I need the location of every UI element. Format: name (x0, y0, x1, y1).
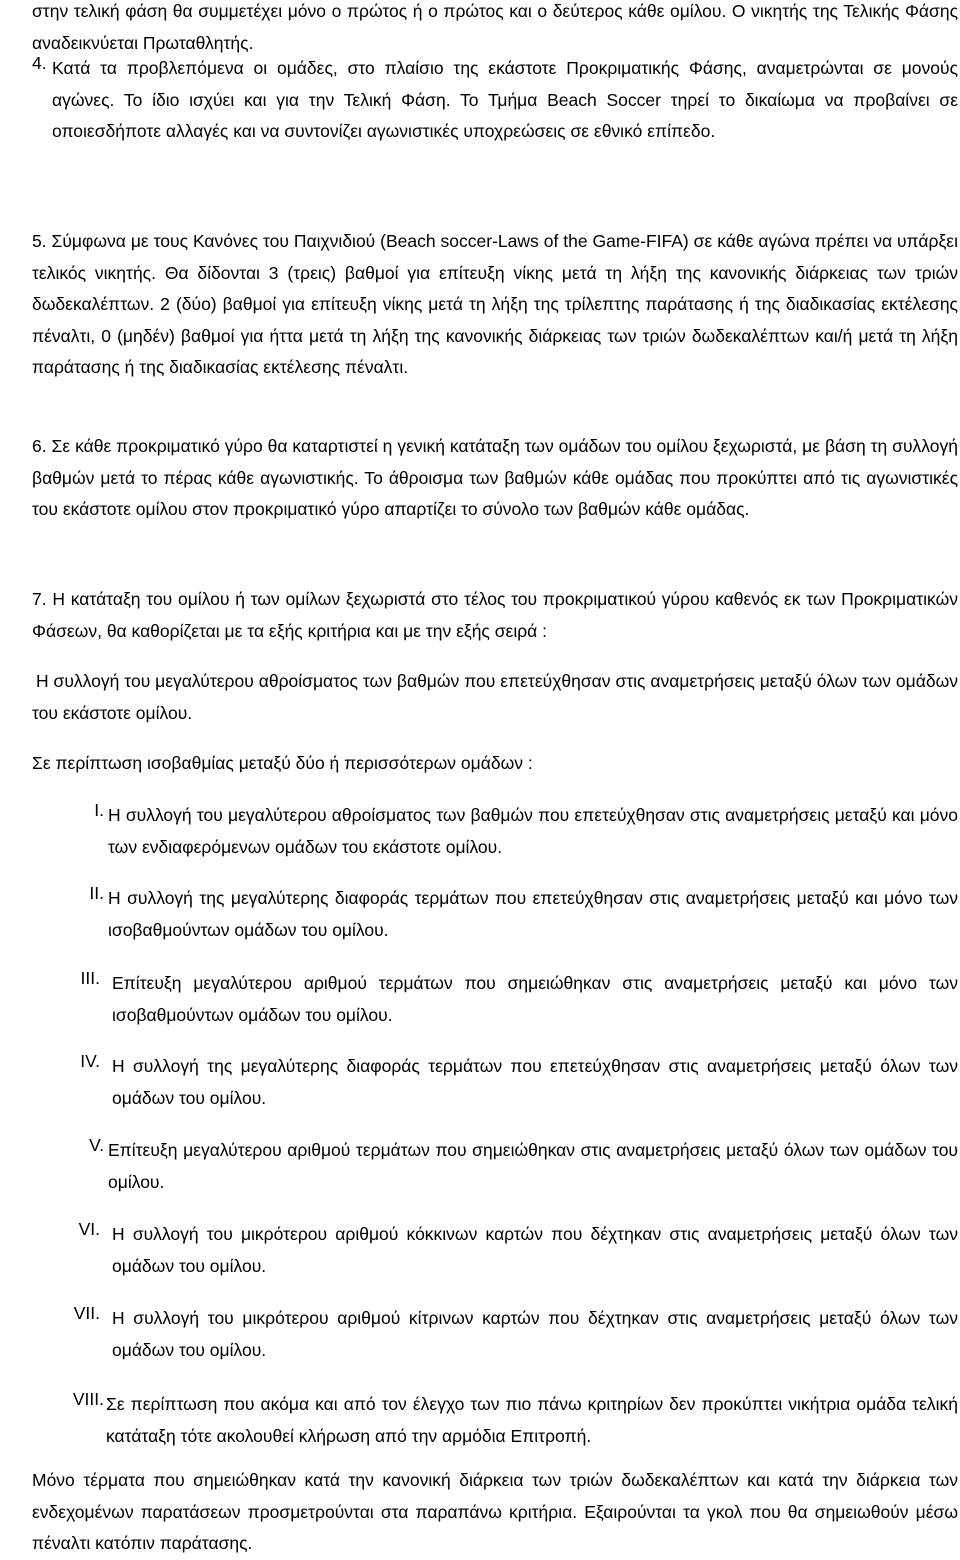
item-7-text (32, 584, 958, 647)
criteria-list (32, 800, 958, 1473)
criterion-iv (32, 1051, 958, 1135)
tie-intro: Σε περίπτωση ισοβαθμίας μεταξύ δύο ή περισσότερων ομάδων : (32, 753, 533, 773)
roman-numeral: V. (89, 1135, 104, 1155)
item-number: 7. (32, 589, 47, 609)
item-4 (32, 53, 958, 148)
item-text (52, 53, 958, 148)
roman-numeral: III. (80, 968, 100, 988)
item-6-text (32, 431, 958, 526)
criterion-vii (32, 1303, 958, 1389)
criterion-text: Η συλλογή του μικρότερου αριθμού κίτρινων καρτών που δέχτηκαν στις αναμετρήσεις μεταξύ όλων των ομάδων του ομίλου. (112, 1308, 958, 1360)
criterion-text: Επίτευξη μεγαλύτερου αριθμού τερμάτων που σημειώθηκαν στις αναμετρήσεις μεταξύ και μόνο των ισοβαθμούντων ομάδων του ομίλου. (112, 973, 958, 1025)
criterion-viii (32, 1389, 958, 1473)
criterion-vi (32, 1219, 958, 1303)
criterion-ii (32, 883, 958, 968)
first-criterion: Η συλλογή του μεγαλύτερου αθροίσματος των βαθμών που επετεύχθησαν στις αναμετρήσεις μεταξύ όλων των ομάδων του εκάστοτε ομίλου. (32, 671, 958, 723)
item-number: 5. (32, 231, 47, 251)
item-number: 6. (32, 436, 47, 456)
roman-numeral: II. (89, 883, 104, 903)
closing-paragraph: Μόνο τέρματα που σημειώθηκαν κατά την κανονική διάρκεια των τριών δωδεκαλέπτων και κατά την διάρκεια των ενδεχομένων παρατάσεων προσμετρούνται στα παραπάνω κριτήρια. Εξαιρούνται τα γκολ που θα σημειωθούν μέσω πέναλτι κατόπιν παράτασης. (32, 1470, 958, 1553)
item-6-body: Σε κάθε προκριματικό γύρο θα καταρτιστεί η γενική κατάταξη των ομάδων του ομίλου ξεχωριστά, με βάση τη συλλογή βαθμών μετά το πέρας κάθε αγωνιστικής. Το άθροισμα των βαθμών κάθε ομάδας που προκύπτει από τις αγωνιστικές του εκάστοτε ομίλου στον προκριματικό γύρο απαρτίζει το σύνολο των βαθμών κάθε ομάδας. (32, 436, 958, 519)
item-5 (32, 226, 958, 384)
item-7-body: Η κατάταξη του ομίλου ή των ομίλων ξεχωριστά στο τέλος του προκριματικού γύρου καθενός εκ των Προκριματικών Φάσεων, θα καθορίζεται με τα εξής κριτήρια και με την εξής σειρά : (32, 589, 958, 641)
criterion-iii (32, 968, 958, 1051)
roman-numeral: I. (94, 800, 104, 820)
criterion-i (32, 800, 958, 883)
criterion-text: Η συλλογή του μεγαλύτερου αθροίσματος των βαθμών που επετεύχθησαν στις αναμετρήσεις μεταξύ και μόνο των ενδιαφερόμενων ομάδων του εκάστοτε ομίλου. (108, 805, 958, 857)
criterion-text: Σε περίπτωση που ακόμα και από τον έλεγχο των πιο πάνω κριτηρίων δεν προκύπτει νικήτρια ομάδα τελική κατάταξη τότε ακολουθεί κλήρωση από την αρμόδια Επιτροπή. (106, 1394, 958, 1446)
roman-numeral: VIII. (72, 1389, 104, 1409)
criterion-text: Η συλλογή της μεγαλύτερης διαφοράς τερμάτων που επετεύχθησαν στις αναμετρήσεις μεταξύ όλων των ομάδων του ομίλου. (112, 1056, 958, 1108)
item-5-text (32, 226, 958, 384)
item-4-text: Κατά τα προβλεπόμενα οι ομάδες, στο πλαίσιο της εκάστοτε Προκριματικής Φάσης, αναμετρώνται σε μονούς αγώνες. Το ίδιο ισχύει και για την Τελική Φάση. Το Τμήμα Beach Soccer τηρεί το δικαίωμα να προβαίνει σε οποιεσδήποτε αλλαγές και να συντονίζει αγωνιστικές υποχρεώσεις σε εθνικό επίπεδο. (52, 58, 958, 141)
item-7 (32, 584, 958, 647)
roman-numeral: VI. (78, 1219, 100, 1239)
item-5-body: Σύμφωνα με τους Κανόνες του Παιχνιδιού (Beach soccer-Laws of the Game-FIFA) σε κάθε αγώνα πρέπει να υπάρξει τελικός νικητής. Θα δίδονται 3 (τρεις) βαθμοί για επίτευξη νίκης μετά τη λήξη της κανονικής διάρκειας των τριών δωδεκαλέπτων. 2 (δύο) βαθμοί για επίτευξη νίκης μετά τη λήξη της τρίλεπτης παράτασης ή της διαδικασίας εκτέλεσης πέναλτι, 0 (μηδέν) βαθμοί για ήττα μετά τη λήξη της κανονικής διάρκειας των τριών δωδεκαλέπτων και/ή μετά τη λήξη παράτασης ή της διαδικασίας εκτέλεσης πέναλτι. (32, 231, 958, 377)
criterion-text: Επίτευξη μεγαλύτερου αριθμού τερμάτων που σημειώθηκαν στις αναμετρήσεις μεταξύ όλων των ομάδων του ομίλου. (108, 1140, 958, 1192)
criterion-text: Η συλλογή του μικρότερου αριθμού κόκκινων καρτών που δέχτηκαν στις αναμετρήσεις μεταξύ όλων των ομάδων του ομίλου. (112, 1224, 958, 1276)
item-number: 4. (32, 53, 47, 73)
criterion-text: Η συλλογή της μεγαλύτερης διαφοράς τερμάτων που επετεύχθησαν στις αναμετρήσεις μεταξύ και μόνο των ισοβαθμούντων ομάδων του ομίλου. (108, 888, 958, 940)
intro-paragraph: στην τελική φάση θα συμμετέχει μόνο ο πρώτος ή ο πρώτος και ο δεύτερος κάθε ομίλου. Ο νικητής της Τελικής Φάσης αναδεικνύεται Πρωταθλητής. (32, 1, 958, 53)
roman-numeral: IV. (80, 1051, 100, 1071)
roman-numeral: VII. (73, 1303, 100, 1323)
item-6 (32, 431, 958, 526)
criterion-v (32, 1135, 958, 1219)
